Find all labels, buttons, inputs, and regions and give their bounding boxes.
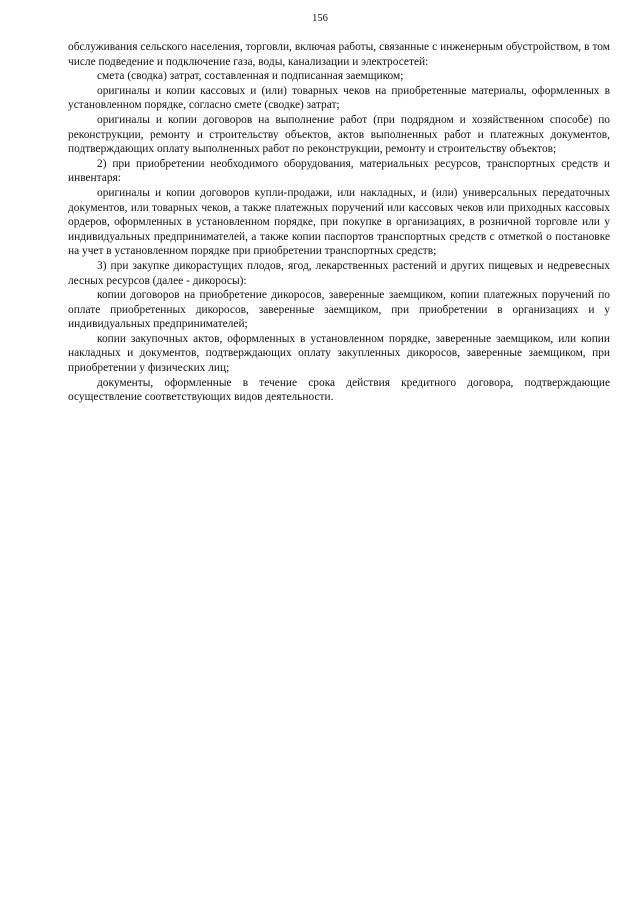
paragraph-item-3: 3) при закупке дикорастущих плодов, ягод, лекарственных растений и других пищевых и недревесных лесных ресурсов (далее - дикоросы): [68,259,610,287]
paragraph: оригиналы и копии кассовых и (или) товарных чеков на приобретенные материалы, оформленных в установленном порядке, согласно смете (сводке) затрат; [68,84,610,112]
paragraph: копии закупочных актов, оформленных в установленном порядке, заверенные заемщиком, или копии накладных и документов, подтверждающих оплату закупленных дикоросов, заверенные заемщиком, при приобретении у физических лиц; [68,332,610,375]
paragraph: документы, оформленные в течение срока действия кредитного договора, подтверждающие осуществление соответствующих видов деятельности. [68,376,610,404]
page-number: 156 [312,13,328,24]
paragraph-item-2: 2) при приобретении необходимого оборудования, материальных ресурсов, транспортных средств и инвентаря: [68,157,610,185]
paragraph: смета (сводка) затрат, составленная и подписанная заемщиком; [97,70,404,83]
paragraph: оригиналы и копии договоров купли-продажи, или накладных, и (или) универсальных передаточных документов, или товарных чеков, а также платежных поручений или кассовых чеков или приходных кассовых ордеров, оформленных в установленном порядке, при покупке в организациях, в розничной торговле или у индивидуальных предпринимателей, а также копии паспортов транспортных средств с отметкой о постановке на учет в установленном порядке при приобретении транспортных средств; [68,186,610,258]
document-body [68,40,610,405]
paragraph: копии договоров на приобретение дикоросов, заверенные заемщиком, копии платежных поручений по оплате приобретенных дикоросов, заверенные заемщиком, при приобретении в организациях и у индивидуальных предпринимателей; [68,289,610,331]
paragraph: оригиналы и копии договоров на выполнение работ (при подрядном и хозяйственном способе) по реконструкции, ремонту и строительству объектов, актов выполненных работ и платежных документов, подтверждающих оплату выполненных работ по реконструкции, ремонту и строительству объектов; [68,113,610,156]
paragraph-continuation: обслуживания сельского населения, торговли, включая работы, связанные с инженерным обустройством, в том числе подведение и подключение газа, воды, канализации и электросетей: [68,41,610,68]
